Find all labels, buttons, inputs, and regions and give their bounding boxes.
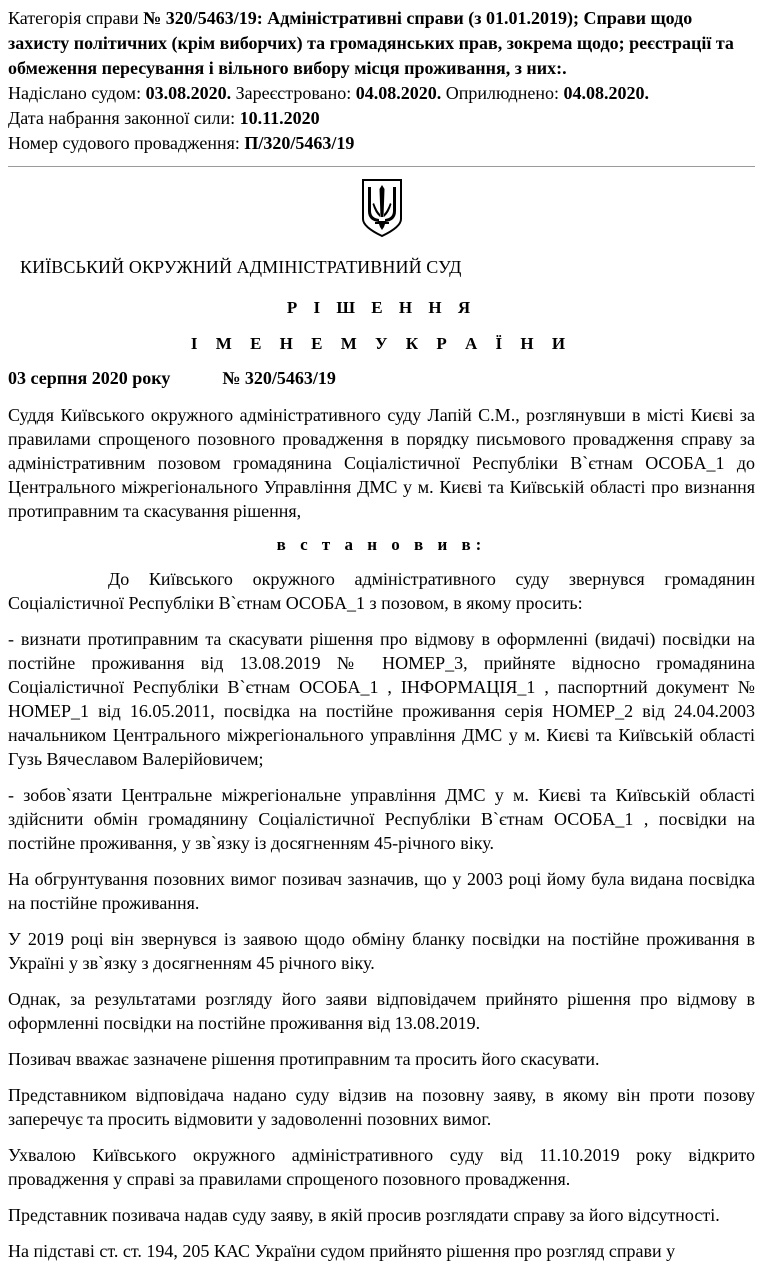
paragraph: Представником відповідача надано суду відзив на позовну заяву, в якому він проти позову заперечує та просить відмовити у задоволенні позовних вимог. <box>8 1085 755 1129</box>
emblem <box>8 177 755 239</box>
divider <box>8 166 755 167</box>
case-number: № 320/5463/19 <box>222 368 336 388</box>
proceeding-number-line <box>8 131 755 156</box>
case-metadata <box>8 6 755 156</box>
effective-date: 10.11.2020 <box>239 108 320 128</box>
case-dates <box>8 81 755 106</box>
in-name-of-ukraine-heading: І М Е Н Е М У К Р А Ї Н И <box>190 334 573 353</box>
date-and-case-line <box>8 368 755 389</box>
case-category-label: Категорія справи <box>8 8 144 28</box>
registered-date: 04.08.2020. <box>355 83 442 103</box>
paragraph: - зобов`язати Центральне міжрегіональне управління ДМС у м. Києві та Київській області здійснити обмін громадянину Соціалістичної Республіки В`єтнам ОСОБА_1 , посвідки на постійне проживання, у зв`язку із досягненням 45-річного віку. <box>8 785 755 853</box>
registered-label: Зареєстровано: <box>231 83 356 103</box>
paragraph: До Київського окружного адміністративного суду звернувся громадянин Соціалістичної Республіки В`єтнам ОСОБА_1 з позовом, в якому просить: <box>8 569 755 613</box>
decision-body <box>8 403 755 1263</box>
case-category <box>8 6 755 81</box>
paragraph: На обгрунтування позовних вимог позивач зазначив, що у 2003 році йому була видана посвідка на постійне проживання. <box>8 869 755 913</box>
paragraph: Представник позивача надав суду заяву, в якій просив розглядати справу за його відсутності. <box>8 1205 720 1225</box>
sent-label: Надіслано судом: <box>8 83 146 103</box>
paragraph-cut-off: На підставі ст. ст. 194, 205 КАС України судом прийнято рішення про розгляд справи у <box>8 1241 676 1261</box>
decision-date: 03 серпня 2020 року <box>8 368 171 388</box>
established-heading: в с т а н о в и в: <box>276 535 487 554</box>
intro-paragraph: Суддя Київського окружного адміністративного суду Лапій С.М., розглянувши в місті Києві за правилами спрощеного позовного провадження в порядку письмового провадження справу за адміністративним позовом громадянина Соціалістичної Республіки В`єтнам ОСОБА_1 до Центрального міжрегіонального Управління ДМС у м. Києві та Київській області про визнання протиправним та скасування рішення, <box>8 405 755 521</box>
proceeding-number: П/320/5463/19 <box>244 133 355 153</box>
effective-label: Дата набрання законної сили: <box>8 108 240 128</box>
sent-date: 03.08.2020. <box>145 83 232 103</box>
paragraph: Однак, за результатами розгляду його заяви відповідачем прийнято рішення про відмову в оформленні посвідки на постійне проживання від 13.08.2019. <box>8 989 755 1033</box>
document-page <box>0 6 763 1263</box>
published-label: Оприлюднено: <box>441 83 564 103</box>
effective-date-line <box>8 106 755 131</box>
paragraph: У 2019 році він звернувся із заявою щодо обміну бланку посвідки на постійне проживання в Україні у зв`язку з досягненням 45 річного віку. <box>8 929 755 973</box>
published-date: 04.08.2020. <box>563 83 649 103</box>
case-category-value: № 320/5463/19: Адміністративні справи (з 01.01.2019); Справи щодо захисту політичних (крім виборчих) та громадянських прав, зокрема щодо; реєстрації та обмеження пересування і вільного вибору місця проживання, з них:. <box>8 8 734 78</box>
paragraph: Позивач вважає зазначене рішення протиправним та просить його скасувати. <box>8 1049 600 1069</box>
paragraph: - визнати протиправним та скасувати рішення про відмову в оформленні (видачі) посвідки на постійне проживання від 13.08.2019 № НОМЕР_3, прийняте відносно громадянина Соціалістичної Республіки В`єтнам ОСОБА_1 , ІНФОРМАЦІЯ_1 , паспортний документ № НОМЕР_1 від 16.05.2011, посвідка на постійне проживання серія НОМЕР_2 від 24.04.2003 начальником Центрального міжрегіонального управління ДМС у м. Києві та Київській області Гузь Вячеславом Валерійовичем; <box>8 629 755 769</box>
court-name: КИЇВСЬКИЙ ОКРУЖНИЙ АДМІНІСТРАТИВНИЙ СУД <box>20 257 462 277</box>
proceeding-label: Номер судового провадження: <box>8 133 245 153</box>
paragraph: Ухвалою Київського окружного адміністративного суду від 11.10.2019 року відкрито провадження у справі за правилами спрощеного позовного провадження. <box>8 1145 755 1189</box>
decision-heading: Р І Ш Е Н Н Я <box>286 298 477 317</box>
trident-icon <box>357 177 407 239</box>
